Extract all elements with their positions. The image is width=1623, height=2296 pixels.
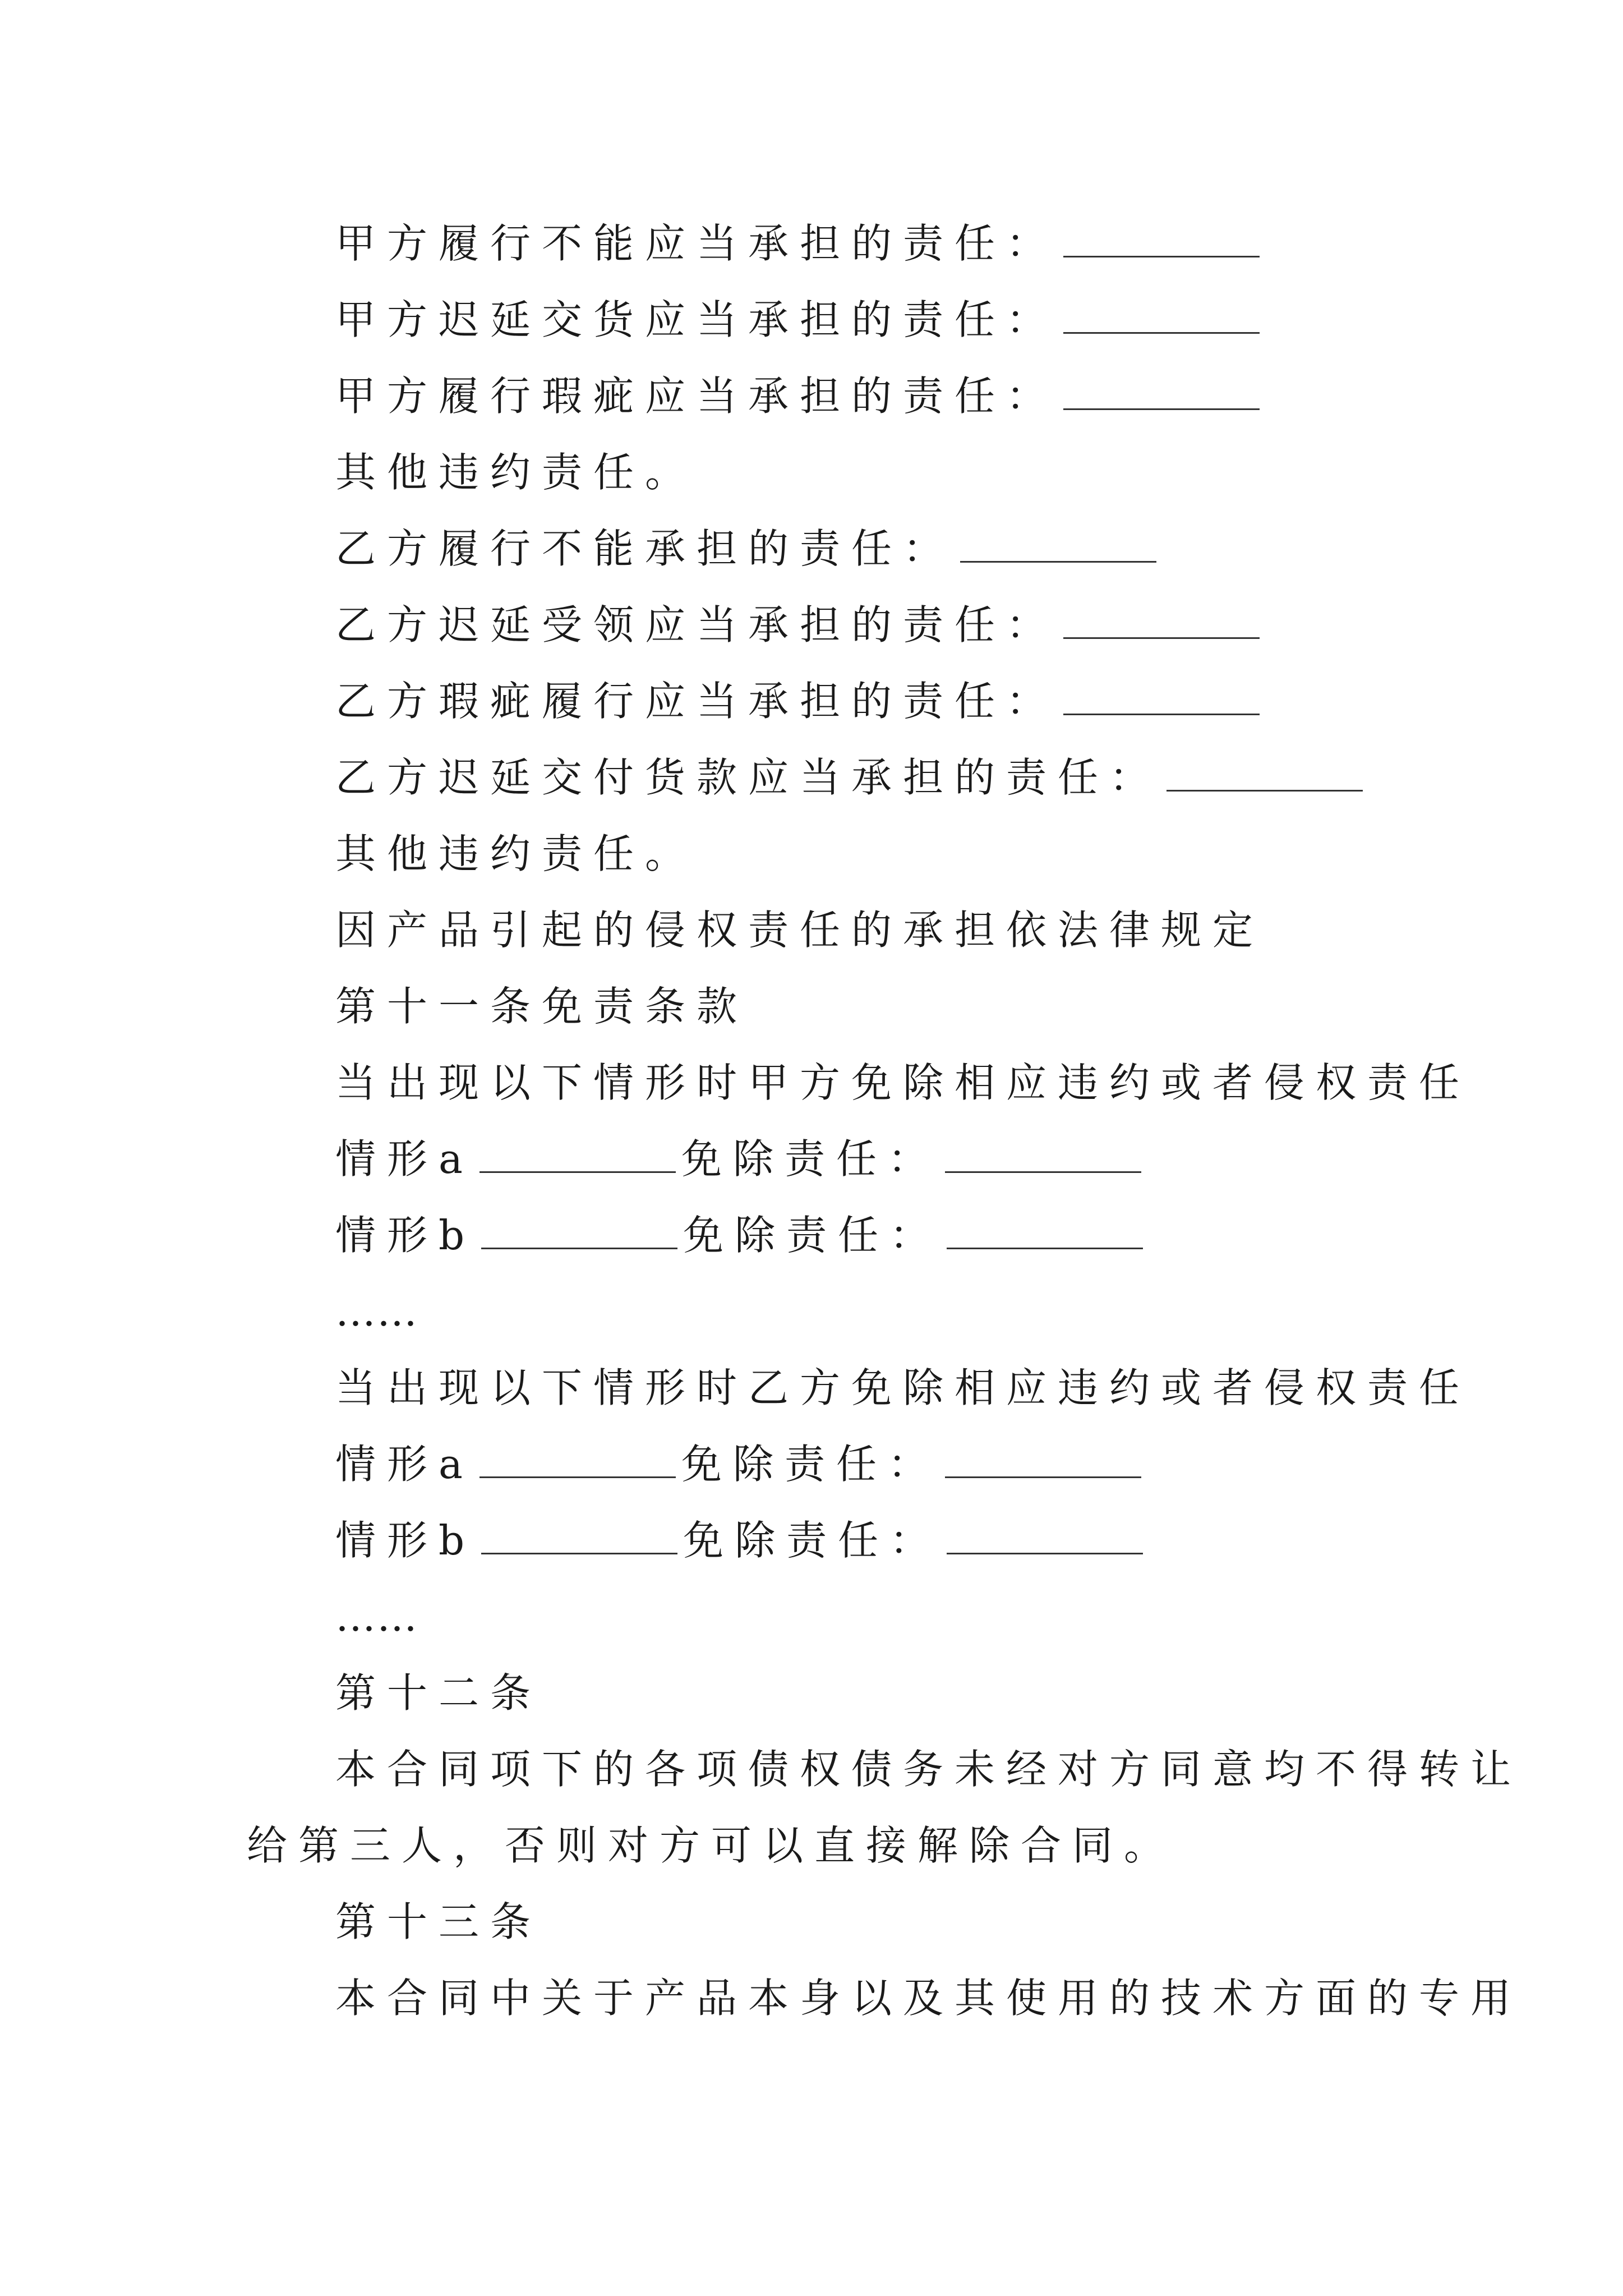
clause-line — [335, 673, 1265, 729]
clause-line — [335, 368, 1265, 424]
exemption-label: 免除责任： — [681, 1441, 939, 1488]
situation-label: 情形b — [335, 1517, 476, 1564]
fill-in-blank[interactable] — [481, 1519, 677, 1554]
exemption-label: 免除责任： — [681, 1135, 939, 1182]
fill-in-blank[interactable] — [479, 1138, 676, 1173]
fill-in-blank[interactable] — [945, 1138, 1141, 1173]
article-heading — [335, 1665, 542, 1721]
clause-line — [335, 749, 1368, 806]
clause-line — [335, 215, 1265, 272]
article-heading — [335, 1894, 542, 1950]
article-title: 第十二条 — [335, 1669, 542, 1717]
situation-label: 情形b — [335, 1212, 476, 1259]
paragraph-line — [335, 1970, 1522, 2026]
paragraph-line — [247, 1818, 1175, 1874]
exemption-line — [335, 1512, 1149, 1568]
fill-in-blank[interactable] — [1166, 756, 1363, 792]
fill-in-blank[interactable] — [1063, 604, 1260, 639]
clause-text: 其他违约责任。 — [335, 830, 697, 877]
clause-line — [335, 597, 1265, 653]
paragraph-text: 本合同中关于产品本身以及其使用的技术方面的专用 — [335, 1975, 1523, 2022]
clause-line — [335, 521, 1162, 577]
clause-text: 甲方迟延交货应当承担的责任： — [335, 296, 1058, 343]
situation-label: 情形a — [335, 1441, 474, 1488]
clause-text: 甲方履行不能应当承担的责任： — [335, 220, 1058, 267]
clause-text: 乙方履行不能承担的责任： — [335, 525, 955, 572]
ellipsis-line — [335, 1589, 418, 1645]
fill-in-blank[interactable] — [947, 1519, 1143, 1554]
fill-in-blank[interactable] — [947, 1214, 1143, 1249]
ellipsis-line — [335, 1283, 418, 1340]
fill-in-blank[interactable] — [1063, 680, 1260, 715]
paragraph-text: 给第三人，否则对方可以直接解除合同。 — [247, 1822, 1176, 1869]
clause-text: 当出现以下情形时甲方免除相应违约或者侵权责任 — [335, 1059, 1471, 1106]
clause-line — [335, 1360, 1470, 1416]
situation-label: 情形a — [335, 1135, 474, 1182]
ellipsis: …… — [335, 1288, 418, 1335]
article-title: 第十三条 — [335, 1898, 542, 1945]
paragraph-line — [335, 1741, 1522, 1797]
clause-text: 乙方瑕疵履行应当承担的责任： — [335, 678, 1058, 725]
paragraph-text: 本合同项下的各项债权债务未经对方同意均不得转让 — [335, 1746, 1523, 1793]
fill-in-blank[interactable] — [481, 1214, 677, 1249]
fill-in-blank[interactable] — [1063, 222, 1260, 257]
clause-line — [335, 826, 697, 882]
clause-text: 其他违约责任。 — [335, 449, 697, 496]
clause-text: 乙方迟延受领应当承担的责任： — [335, 601, 1058, 648]
fill-in-blank[interactable] — [945, 1443, 1141, 1478]
exemption-line — [335, 1207, 1149, 1263]
clause-text: 当出现以下情形时乙方免除相应违约或者侵权责任 — [335, 1364, 1471, 1411]
clause-line — [335, 292, 1265, 348]
clause-text: 因产品引起的侵权责任的承担依法律规定 — [335, 907, 1265, 954]
clause-line — [335, 902, 1264, 958]
exemption-line — [335, 1436, 1147, 1492]
ellipsis: …… — [335, 1593, 418, 1640]
article-heading — [335, 978, 748, 1034]
fill-in-blank[interactable] — [479, 1443, 676, 1478]
exemption-label: 免除责任： — [683, 1212, 942, 1259]
fill-in-blank[interactable] — [1063, 298, 1260, 334]
article-title: 第十一条免责条款 — [335, 983, 749, 1030]
clause-text: 甲方履行瑕疵应当承担的责任： — [335, 372, 1058, 420]
fill-in-blank[interactable] — [1063, 375, 1260, 410]
exemption-label: 免除责任： — [683, 1517, 942, 1564]
exemption-line — [335, 1131, 1147, 1187]
fill-in-blank[interactable] — [960, 527, 1156, 563]
clause-line — [335, 444, 697, 500]
clause-text: 乙方迟延交付货款应当承担的责任： — [335, 754, 1161, 801]
clause-line — [335, 1055, 1470, 1111]
